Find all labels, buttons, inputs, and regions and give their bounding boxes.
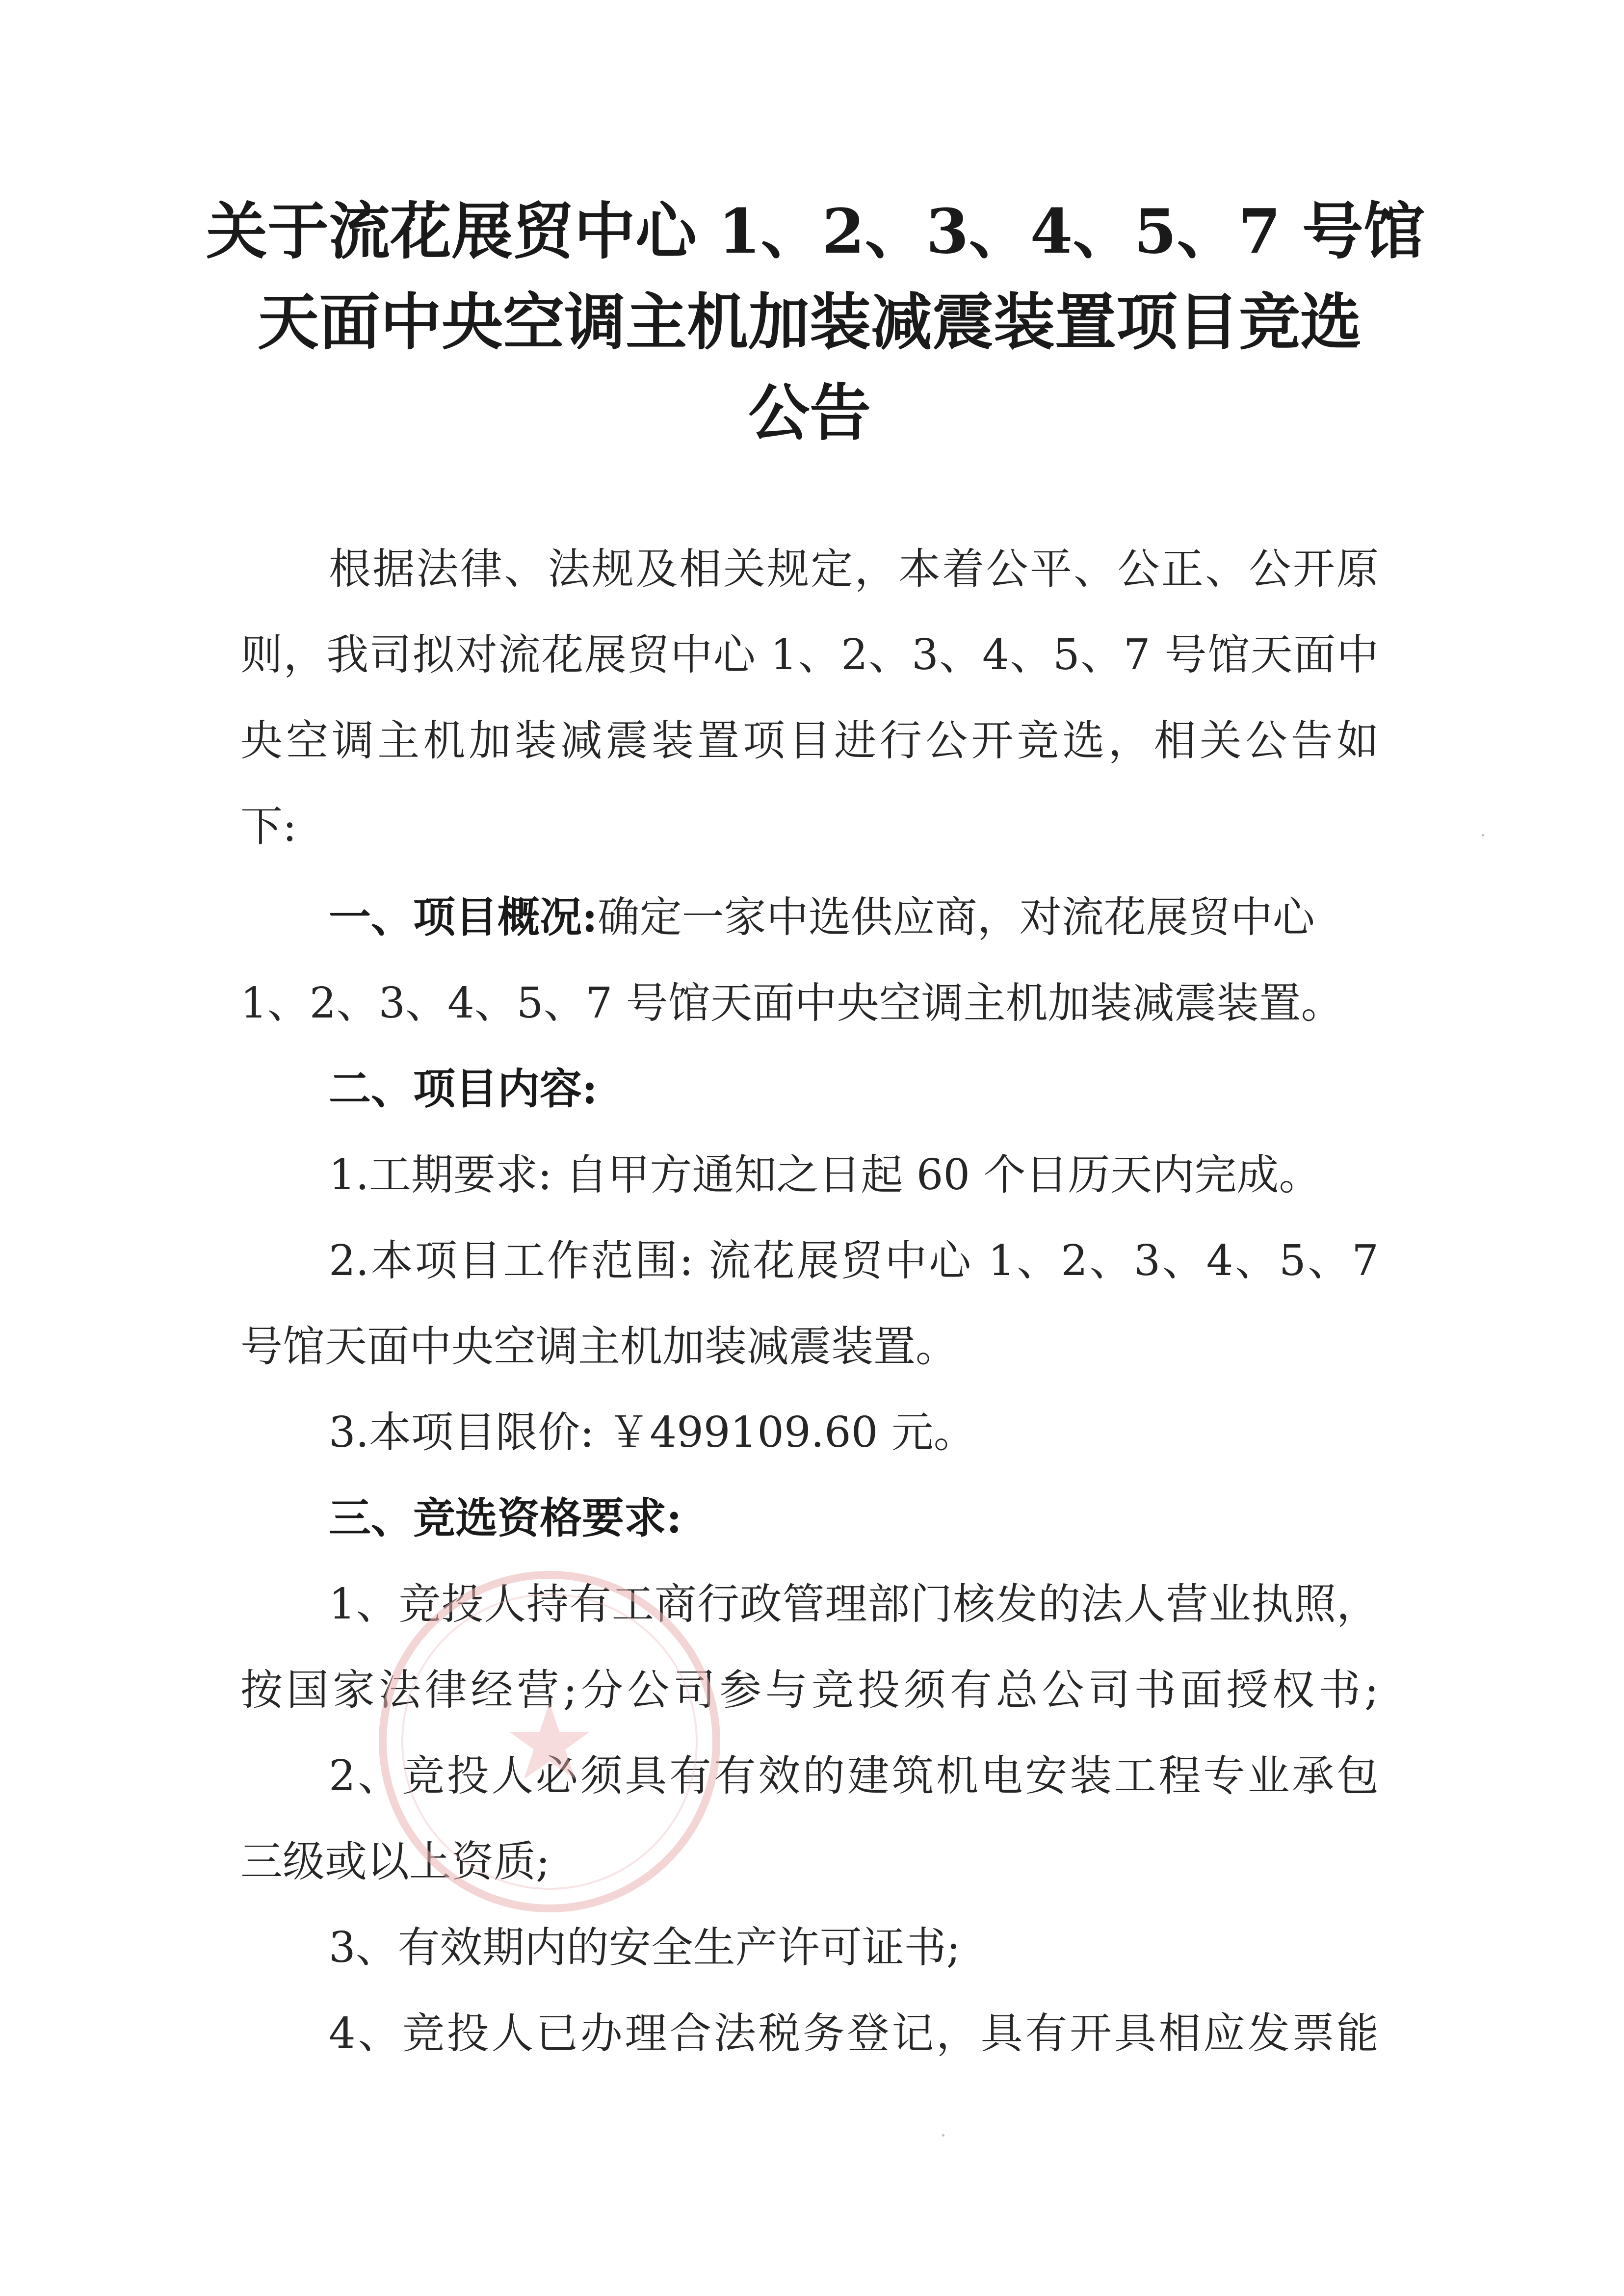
section2-item-2-line-1: 2.本项目工作范围: 流花展贸中心 1、2、3、4、5、7	[329, 1236, 1379, 1285]
scan-speck	[1482, 834, 1484, 836]
section3-item-2-line-1: 2、竞投人必须具有有效的建筑机电安装工程专业承包	[329, 1751, 1379, 1800]
section3-item-3: 3、有效期内的安全生产许可证书;	[329, 1923, 961, 1972]
intro-line-1: 根据法律、法规及相关规定，本着公平、公正、公开原	[329, 545, 1379, 594]
section3-item-2-line-2: 三级或以上资质;	[240, 1837, 550, 1886]
document-title	[206, 186, 1425, 459]
scan-speck	[942, 2134, 944, 2137]
title-line-2: 天面中央空调主机加装减震装置项目竞选	[258, 287, 1362, 358]
intro-line-2: 则，我司拟对流花展贸中心 1、2、3、4、5、7 号馆天面中	[240, 630, 1379, 679]
intro-line-4: 下:	[240, 802, 297, 851]
section2-item-1: 1.工期要求: 自甲方通知之日起 60 个日历天内完成。	[329, 1150, 1321, 1200]
section3-heading: 三、竞选资格要求:	[329, 1493, 682, 1543]
section2-heading: 二、项目内容:	[329, 1064, 598, 1114]
intro-line-3: 央空调主机加装减震装置项目进行公开竞选，相关公告如	[240, 716, 1379, 765]
section1-line-2: 1、2、3、4、5、7 号馆天面中央空调主机加装减震装置。	[240, 979, 1343, 1028]
section1-line-1	[329, 888, 1315, 947]
title-line-1: 关于流花展贸中心 1、2、3、4、5、7 号馆	[206, 196, 1425, 267]
section1-heading: 一、项目概况:	[329, 892, 598, 942]
section2-item-3: 3.本项目限价: ￥499109.60 元。	[329, 1408, 976, 1457]
section3-item-1-line-2: 按国家法律经营;分公司参与竞投须有总公司书面授权书;	[240, 1666, 1379, 1715]
section3-item-1-line-1: 1、竞投人持有工商行政管理部门核发的法人营业执照，	[329, 1580, 1379, 1629]
section1-text: 确定一家中选供应商，对流花展贸中心	[597, 893, 1315, 942]
section2-item-2-line-2: 号馆天面中央空调主机加装减震装置。	[240, 1322, 958, 1371]
section3-item-4-line-1: 4、竞投人已办理合法税务登记，具有开具相应发票能	[329, 2009, 1379, 2058]
title-line-3: 公告	[748, 377, 871, 449]
